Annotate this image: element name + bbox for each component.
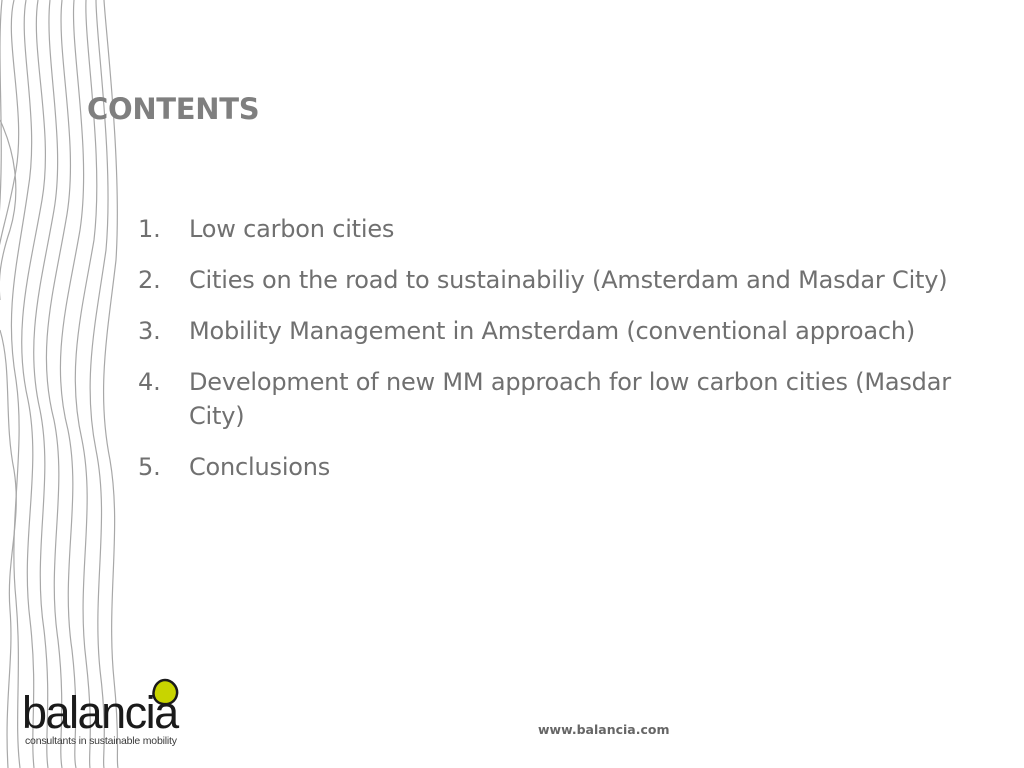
list-item [138,314,968,348]
logo-wordmark: balancia [22,687,178,738]
list-item-number: 1. [138,215,161,243]
page-title: CONTENTS [87,92,260,126]
list-item-text: Low carbon cities [189,215,395,243]
balancia-logo [22,676,202,756]
list-item-number: 3. [138,317,161,345]
list-item-text: Development of new MM approach for low carbon cities (Masdar City) [189,368,951,430]
footer-website-link[interactable]: www.balancia.com [538,722,670,737]
list-item [138,365,968,433]
list-item [138,212,968,246]
list-item-number: 5. [138,453,161,481]
list-item [138,450,968,484]
list-item-text: Cities on the road to sustainabiliy (Amsterdam and Masdar City) [189,266,948,294]
contents-list [138,212,968,501]
list-item-text: Conclusions [189,453,331,481]
logo-tagline: consultants in sustainable mobility [25,735,177,747]
list-item-text: Mobility Management in Amsterdam (conventional approach) [189,317,916,345]
list-item [138,263,968,297]
list-item-number: 2. [138,266,161,294]
list-item-number: 4. [138,368,161,396]
